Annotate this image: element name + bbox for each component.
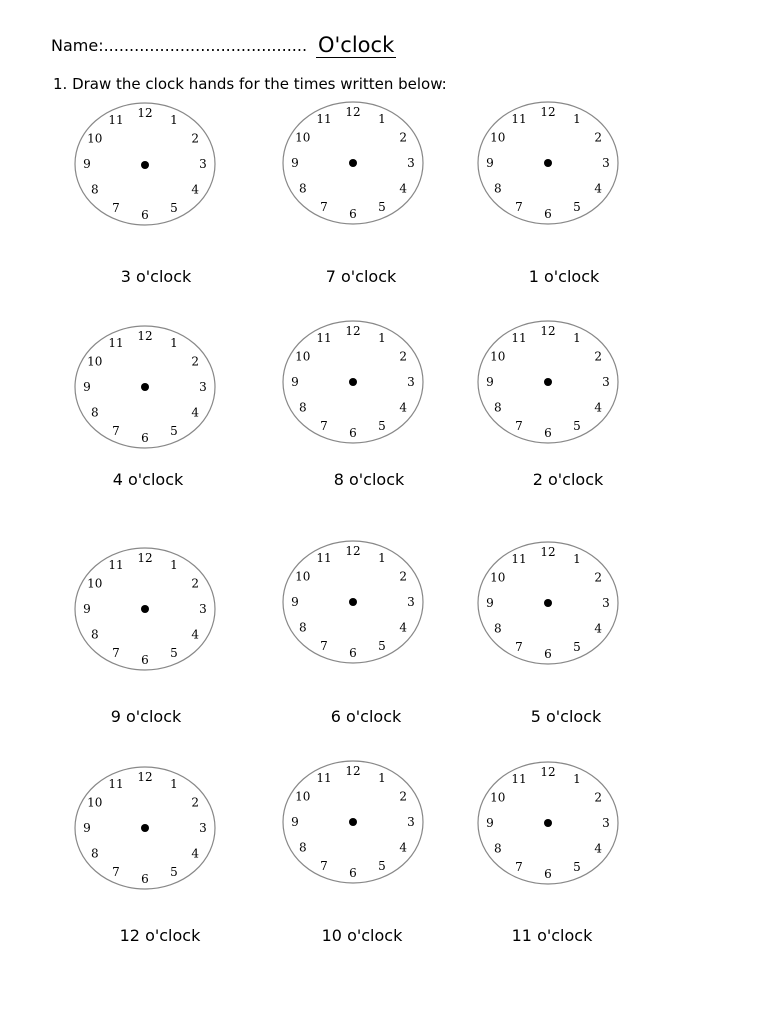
clock-numeral: 5	[378, 419, 386, 434]
clock-numeral: 1	[170, 112, 178, 127]
clock-numeral: 3	[407, 595, 415, 609]
clock-face	[476, 761, 622, 885]
clock-numeral: 1	[573, 551, 581, 566]
clock-numeral: 3	[602, 816, 610, 830]
clock-numeral: 6	[141, 872, 149, 886]
clock-numeral: 5	[378, 859, 386, 874]
clock-numeral: 1	[573, 330, 581, 345]
clock-caption: 8 o'clock	[333, 470, 405, 489]
page-title: O'clock	[318, 33, 395, 57]
clock-numeral: 2	[191, 795, 200, 810]
clock-numeral: 2	[399, 569, 408, 584]
clock-numeral: 2	[594, 130, 603, 145]
clock-numeral: 3	[407, 815, 415, 829]
clock-face	[72, 546, 218, 670]
clock-caption: 7 o'clock	[325, 267, 397, 286]
clock-numeral: 12	[345, 544, 361, 558]
clock-numeral: 11	[316, 770, 332, 785]
clock-numeral: 7	[112, 424, 120, 439]
clock-numeral: 5	[378, 639, 386, 654]
clock-numeral: 3	[199, 821, 207, 835]
clock-numeral: 7	[320, 639, 328, 654]
clock-numeral: 7	[515, 419, 523, 434]
clock-numeral: 8	[298, 181, 307, 196]
clock-face	[476, 101, 622, 225]
clock-numeral: 9	[83, 380, 91, 394]
clock-numeral: 9	[83, 821, 91, 835]
clock-caption: 5 o'clock	[530, 707, 602, 726]
clock-numeral: 10	[87, 576, 103, 591]
clock-numeral: 8	[90, 405, 99, 420]
clock-numeral: 10	[490, 570, 506, 585]
clock-numeral: 9	[83, 157, 91, 171]
clock-numeral: 8	[493, 181, 502, 196]
clock-numeral: 4	[191, 182, 200, 197]
clock-numeral: 3	[199, 157, 207, 171]
clock-numeral: 10	[87, 354, 103, 369]
clock-caption: 4 o'clock	[112, 470, 184, 489]
clock-numeral: 2	[594, 570, 603, 585]
clock-numeral: 5	[170, 865, 178, 880]
clock-numeral: 8	[298, 620, 307, 635]
clock-numeral: 10	[490, 790, 506, 805]
clock-numeral: 1	[378, 330, 386, 345]
clock-caption: 11 o'clock	[511, 926, 593, 945]
clock-numeral: 12	[137, 106, 153, 120]
clock-numeral: 2	[399, 130, 408, 145]
clock-numeral: 4	[191, 405, 200, 420]
clock-caption: 3 o'clock	[120, 267, 192, 286]
clock-numeral: 11	[108, 112, 124, 127]
clock-numeral: 6	[141, 431, 149, 445]
clock-numeral: 8	[298, 840, 307, 855]
clock-numeral: 5	[573, 860, 581, 875]
clock-numeral: 10	[295, 789, 311, 804]
clock-numeral: 8	[493, 621, 502, 636]
clock-numeral: 8	[298, 400, 307, 415]
clock-numeral: 6	[349, 646, 357, 660]
clock-numeral: 9	[486, 816, 494, 830]
clock-numeral: 4	[191, 846, 200, 861]
clock-numeral: 4	[399, 620, 408, 635]
clock-numeral: 3	[199, 380, 207, 394]
clock-numeral: 3	[407, 375, 415, 389]
clock-numeral: 6	[544, 207, 552, 221]
clock-face	[281, 319, 427, 443]
clock-numeral: 1	[573, 111, 581, 126]
clock-numeral: 12	[345, 764, 361, 778]
clock-numeral: 8	[493, 400, 502, 415]
clock-caption: 1 o'clock	[528, 267, 600, 286]
clock-numeral: 1	[170, 776, 178, 791]
clock-numeral: 4	[399, 400, 408, 415]
clock-numeral: 12	[345, 105, 361, 119]
clock-numeral: 2	[191, 576, 200, 591]
clock-numeral: 7	[515, 860, 523, 875]
clock-numeral: 1	[170, 335, 178, 350]
clock-numeral: 7	[112, 865, 120, 880]
clock-numeral: 11	[511, 551, 527, 566]
clock-numeral: 12	[540, 105, 556, 119]
clock-numeral: 6	[349, 866, 357, 880]
clock-numeral: 2	[594, 790, 603, 805]
clock-numeral: 10	[295, 569, 311, 584]
clock-face	[281, 540, 427, 664]
clock-numeral: 3	[602, 596, 610, 610]
clock-face	[476, 319, 622, 443]
clock-numeral: 1	[378, 770, 386, 785]
clock-numeral: 11	[316, 111, 332, 126]
clock-numeral: 7	[515, 640, 523, 655]
clock-numeral: 2	[191, 131, 200, 146]
clock-numeral: 1	[378, 111, 386, 126]
clock-numeral: 5	[573, 640, 581, 655]
clock-numeral: 4	[594, 181, 603, 196]
clock-numeral: 7	[112, 646, 120, 661]
clock-numeral: 9	[83, 602, 91, 616]
clock-numeral: 9	[486, 156, 494, 170]
clock-numeral: 4	[191, 627, 200, 642]
clock-numeral: 10	[87, 795, 103, 810]
clock-numeral: 6	[349, 426, 357, 440]
clock-numeral: 11	[511, 330, 527, 345]
instruction-text: 1. Draw the clock hands for the times written below:	[53, 75, 447, 93]
clock-caption: 12 o'clock	[119, 926, 201, 945]
clock-numeral: 7	[320, 200, 328, 215]
clock-numeral: 6	[544, 647, 552, 661]
clock-numeral: 4	[594, 400, 603, 415]
clock-numeral: 3	[602, 375, 610, 389]
clock-numeral: 9	[486, 375, 494, 389]
name-field-label: Name:........................................	[51, 36, 308, 55]
clock-numeral: 5	[170, 424, 178, 439]
clock-numeral: 4	[594, 841, 603, 856]
clock-numeral: 11	[108, 557, 124, 572]
clock-caption: 2 o'clock	[532, 470, 604, 489]
clock-numeral: 10	[295, 349, 311, 364]
clock-numeral: 12	[540, 765, 556, 779]
clock-numeral: 11	[108, 776, 124, 791]
clock-numeral: 5	[170, 201, 178, 216]
clock-numeral: 7	[515, 200, 523, 215]
clock-numeral: 12	[137, 329, 153, 343]
clock-numeral: 11	[108, 335, 124, 350]
clock-numeral: 4	[399, 181, 408, 196]
clock-numeral: 3	[199, 602, 207, 616]
clock-numeral: 7	[320, 419, 328, 434]
clock-face	[476, 541, 622, 665]
clock-numeral: 4	[399, 840, 408, 855]
clock-numeral: 10	[490, 130, 506, 145]
clock-numeral: 12	[540, 545, 556, 559]
clock-numeral: 2	[399, 349, 408, 364]
clock-numeral: 9	[486, 596, 494, 610]
clock-face	[72, 766, 218, 890]
clock-numeral: 2	[399, 789, 408, 804]
clock-numeral: 11	[511, 111, 527, 126]
clock-numeral: 5	[573, 419, 581, 434]
clock-numeral: 12	[137, 551, 153, 565]
clock-numeral: 11	[511, 771, 527, 786]
clock-numeral: 8	[90, 627, 99, 642]
clock-numeral: 9	[291, 595, 299, 609]
clock-numeral: 2	[594, 349, 603, 364]
clock-face	[72, 102, 218, 226]
clock-numeral: 6	[544, 426, 552, 440]
clock-caption: 9 o'clock	[110, 707, 182, 726]
clock-numeral: 8	[493, 841, 502, 856]
clock-numeral: 5	[170, 646, 178, 661]
clock-numeral: 7	[112, 201, 120, 216]
clock-caption: 6 o'clock	[330, 707, 402, 726]
clock-numeral: 8	[90, 182, 99, 197]
clock-numeral: 9	[291, 156, 299, 170]
clock-numeral: 10	[295, 130, 311, 145]
clock-numeral: 11	[316, 330, 332, 345]
clock-numeral: 12	[137, 770, 153, 784]
clock-numeral: 6	[141, 208, 149, 222]
clock-numeral: 12	[540, 324, 556, 338]
clock-numeral: 9	[291, 375, 299, 389]
clock-numeral: 5	[573, 200, 581, 215]
clock-numeral: 3	[602, 156, 610, 170]
clock-numeral: 12	[345, 324, 361, 338]
clock-face	[281, 760, 427, 884]
clock-numeral: 4	[594, 621, 603, 636]
clock-numeral: 10	[87, 131, 103, 146]
clock-numeral: 5	[378, 200, 386, 215]
clock-numeral: 7	[320, 859, 328, 874]
clock-numeral: 8	[90, 846, 99, 861]
clock-numeral: 6	[349, 207, 357, 221]
clock-numeral: 6	[544, 867, 552, 881]
clock-numeral: 3	[407, 156, 415, 170]
clock-numeral: 6	[141, 653, 149, 667]
clock-numeral: 1	[573, 771, 581, 786]
clock-numeral: 9	[291, 815, 299, 829]
clock-numeral: 10	[490, 349, 506, 364]
clock-face	[72, 325, 218, 449]
clock-numeral: 2	[191, 354, 200, 369]
clock-caption: 10 o'clock	[321, 926, 403, 945]
clock-numeral: 11	[316, 550, 332, 565]
clock-numeral: 1	[170, 557, 178, 572]
clock-numeral: 1	[378, 550, 386, 565]
clock-face	[281, 101, 427, 225]
